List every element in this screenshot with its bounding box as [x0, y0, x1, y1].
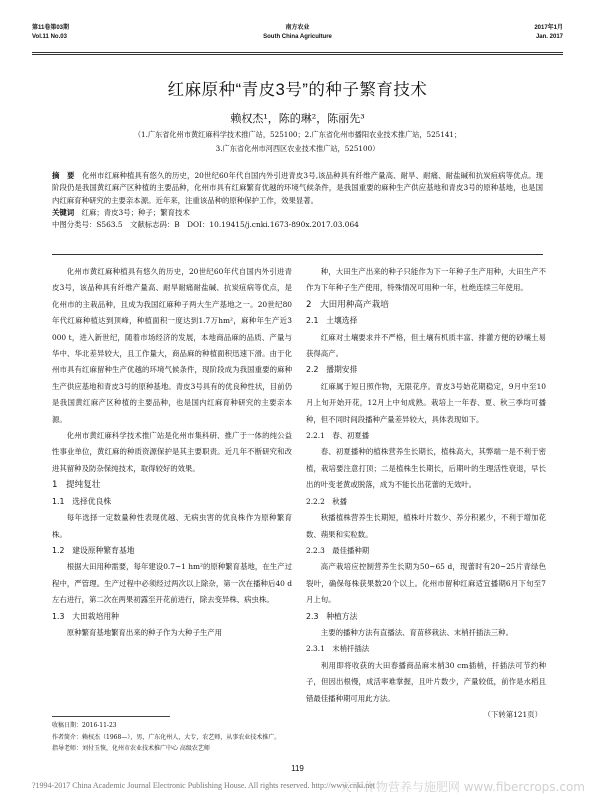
- running-header: [32, 24, 563, 54]
- section-2-3-1-heading: 2.3.1 末梢扦插法: [306, 644, 370, 654]
- section-1-2-text: 根据大田用种需要，每年建设0.7~1 hm²的原种繁育基地，在生产过程中，严管理。生产过程中必须经过两次以上除杂，第一次在播种后40 d左右进行，第二次在两果初露至开花前进行，除去变异株、病虫株。: [52, 562, 292, 605]
- section-2-2-1-text: 春、初夏播种的植株营养生长期长，植株高大，其弊端一是不利于密植，栽培要注意打顶；二是植株生长期长，后期叶的生理活性衰退，早长出的叶变老黄或脱落，成为不能长出花蕾的无效叶。: [306, 447, 546, 490]
- section-1-2-heading: 1.2 建设原种繁育基地: [52, 545, 135, 555]
- section-2-2-3-heading: 2.2.3 最佳播种期: [306, 545, 370, 555]
- section-2-2-2-text: 秋播植株营养生长期短，植株叶片数少、养分积累少，不利于增加花数、蒴果和实粒数。: [306, 513, 546, 539]
- footnote: 收稿日期：2016-11-23 作者简介：赖权杰（1968—），男，广东化州人，大专，农艺师，从事农业技术推广。 指导老师：刘付玉恢，化州市农业技术推广中心 高级农艺师: [52, 722, 281, 752]
- section-2-heading: 2 大田用种高产栽培: [306, 299, 389, 310]
- keywords: 关键词 红麻；青皮3号；种子；繁育技术: [52, 207, 190, 217]
- watermark: 天下作物营养与施肥网 www.fibercrops.com: [339, 780, 585, 794]
- copyright-line: ?1994-2017 China Academic Journal Electronic Publishing House. All rights reserved. http://www.cnki.net: [32, 781, 375, 790]
- section-2-1-heading: 2.1 土壤选择: [306, 316, 358, 326]
- section-2-3-text: 主要的播种方法有直播法、育苗移栽法、末梢扦插法三种。: [320, 627, 513, 637]
- section-2-3-heading: 2.3 种植方法: [306, 611, 358, 621]
- abstract-block: [52, 170, 543, 231]
- paper-authors: 赖权杰¹，陈的琳²，陈丽先³: [230, 112, 365, 125]
- left-column: [52, 264, 292, 641]
- section-2-2-heading: 2.2 播期安排: [306, 365, 358, 375]
- section-1-3-heading: 1.3 大田栽培用种: [52, 611, 119, 621]
- header-journal: 南方农业 South China Agriculture: [263, 25, 332, 40]
- page-number: 119: [291, 764, 304, 773]
- section-1-3-text: 原种繁育基地繁育出来的种子作为大种子生产用: [66, 627, 223, 637]
- section-2-2-1-heading: 2.2.1 春、初夏播: [306, 431, 370, 441]
- section-2-2-3-text: 高产栽培应控制营养生长期为50~65 d，现蕾时有20~25片青绿色裂叶，确保每株获果数20个以上。化州市留种红麻适宜播期6月下旬至7月上旬。: [306, 562, 546, 605]
- classification: 中图分类号：S563.5 文献标志码：B DOI：10.19415/j.cnki.1673-890x.2017.03.064: [52, 220, 359, 230]
- intro-paragraph-2: 化州市黄红麻科学技术推广站是化州市集科研、推广于一体的纯公益性事业单位，黄红麻的种质资源保护是其主要职责。近几年不断研究和改进其留种及防杂保纯技术，取得较好的效果。: [52, 431, 292, 473]
- footnote-rule: [52, 716, 170, 717]
- continued-note: （下转第121页）: [483, 709, 542, 719]
- section-2-1-text: 红麻对土壤要求并不严格，但土壤有机质丰富、排灌方便的砂壤土易获得高产。: [306, 332, 546, 359]
- paper-title: 红麻原种“青皮3号”的种子繁育技术: [167, 81, 428, 99]
- section-1-1-text: 每年选择一定数量种性表现优越、无病虫害的优良株作为原种繁育株。: [52, 513, 292, 539]
- header-rule-thin: [32, 54, 563, 55]
- continued-text: 种，大田生产出来的种子只能作为下一年种子生产用种，大田生产不作为下年种子生产使用，特殊情况可用种一年，杜绝连续三年使用。: [306, 267, 546, 293]
- section-1-heading: 1 提纯复壮: [52, 480, 101, 491]
- section-1-1-heading: 1.1 选择优良株: [52, 496, 112, 506]
- section-2-3-1-text: 利用即将收获的大田春播商品麻末梢30 cm插梢，扦插法可节约种子，但因出根慢，成活率难掌握，且叶片数少，产量较低，前作是水稻且错最佳播种期可用此方法。: [306, 660, 546, 703]
- header-issue: 第11卷第03期 Vol.11 No.03: [32, 25, 70, 40]
- right-column: [306, 264, 546, 723]
- header-date: 2017年1月 Jan. 2017: [534, 25, 563, 40]
- abstract: 摘 要 化州市红麻种植具有悠久的历史，20世纪60年代自国内外引进青皮3号,该品种具有纤维产量高、耐旱、耐痛、耐盐碱和抗炭疽病等优点。现阶段仍是我国黄红麻产区种植的主要品种，化州市具有红麻繁育优越的环境气候条件，是我国重要的麻种生产供应基地和青皮3号的原种基地，也是国内红麻育种研究的主要亲本源。近年来，注重该品种的原种保护工作，效果显著。: [52, 171, 543, 205]
- abstract-rule: [52, 254, 543, 255]
- section-2-2-2-heading: 2.2.2 秋播: [306, 496, 347, 506]
- section-2-2-text: 红麻属于短日照作物，无限花序。青皮3号始花期稳定，9月中至10月上旬开始开花，12月上中旬成熟。栽培上一年春、夏、秋三季均可播种，但不同时间段播种产量差异较大，具体表现如下。: [306, 381, 546, 424]
- affiliations: （1.广东省化州市黄红麻科学技术推广站，525100；2.广东省化州市播阳农业技术推广站，525141； 3.广东省化州市河西区农业技术推广站，525100）: [133, 130, 462, 153]
- header-rule: [32, 52, 563, 53]
- intro-paragraph-1: 化州市黄红麻种植具有悠久的历史，20世纪60年代自国内外引进青皮3号，该品种具有纤维产量高、耐旱耐痛耐盐碱、抗炭疽病等优点，是化州市的主栽品种，且成为我国红麻种子两大生产基地之一。20世纪80年代红麻种植达到顶峰，种植面积一度达到1.7万hm²，麻种年生产近3 000 t，进入新世纪，随着市场经济的发展，本地商品麻的品质、产量与华中、华北差异较大，且工作量大，商品麻的种植面积迅速下滑。由于化州市具有红麻留种生产优越的环境气候条件，现阶段成为我国重要的麻种生产供应基地和青皮3号的原种基地。青皮3号具有的优良种性状，目前仍是我国黄红麻产区种植的主要品种，也是国内红麻育种研究的主要亲本源。: [52, 267, 292, 424]
